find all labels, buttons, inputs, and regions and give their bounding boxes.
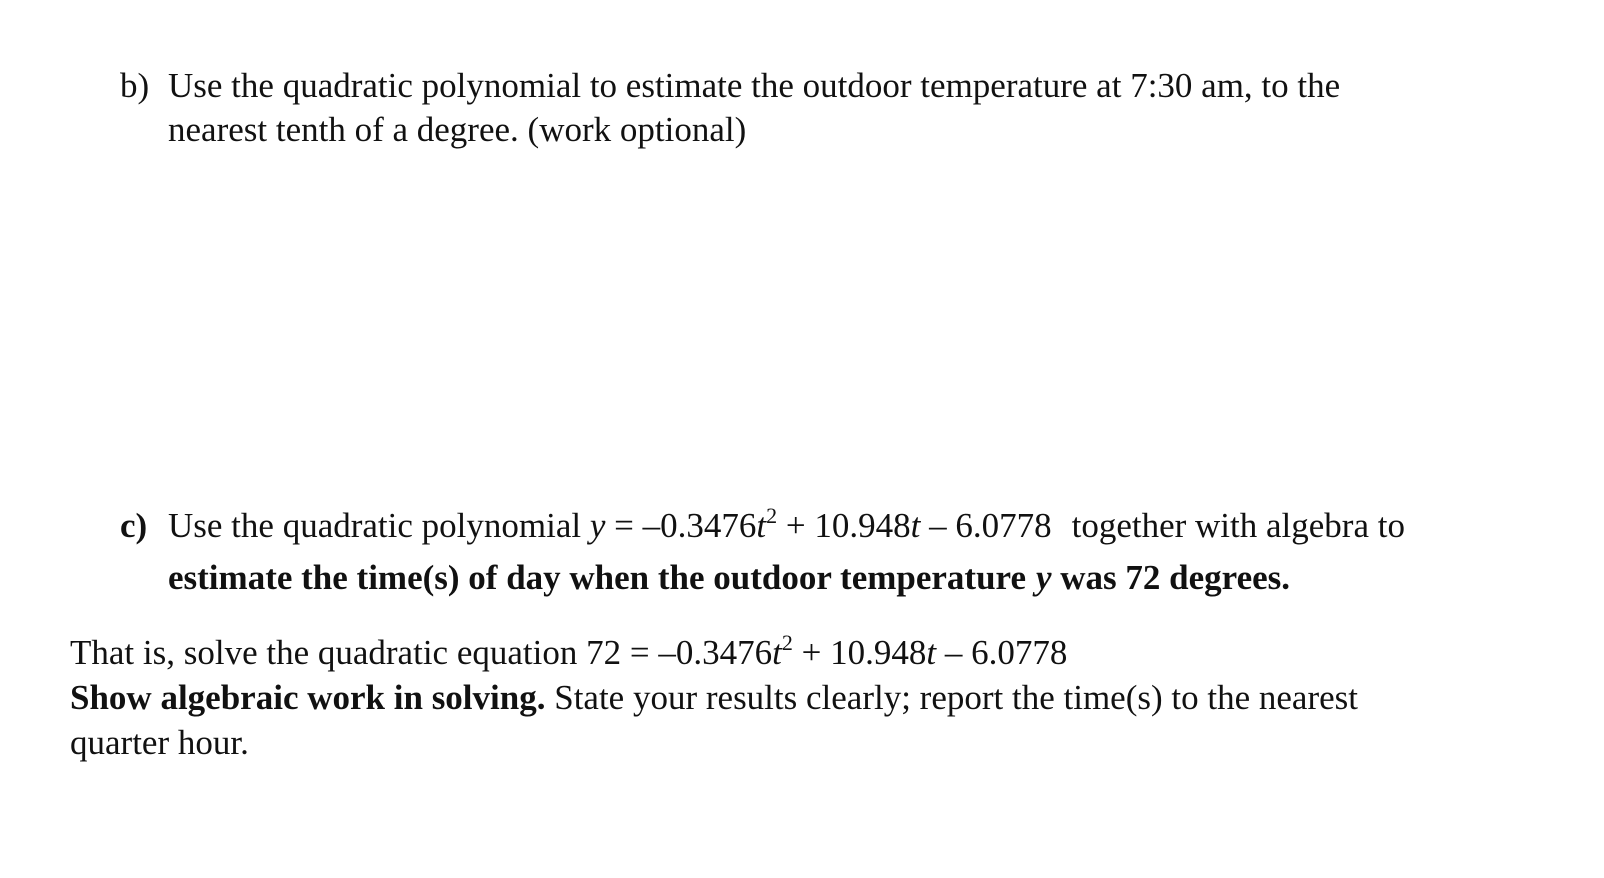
followup-exponent: 2 — [781, 630, 793, 655]
followup-line-3: quarter hour. — [70, 723, 249, 762]
followup-instructions — [70, 630, 1550, 765]
problem-b — [120, 64, 1540, 152]
problem-b-text — [168, 64, 1540, 152]
followup-equation-intro: That is, solve the quadratic equation 72 = –0.3476 — [70, 633, 773, 672]
equation-coef-b: + 10.948 — [777, 506, 911, 545]
problem-c-task-end: was 72 degrees. — [1051, 558, 1291, 597]
problem-c-line-1 — [168, 500, 1580, 552]
equation-var-t-squared: t — [756, 506, 767, 545]
problem-c-intro: Use the quadratic polynomial — [168, 506, 590, 545]
problem-b-marker: b) — [120, 66, 150, 105]
followup-line-1 — [70, 630, 1550, 675]
followup-line-2-rest: State your results clearly; report the time(s) to the nearest — [545, 678, 1358, 717]
problem-b-line-2: nearest tenth of a degree. (work optional) — [168, 110, 747, 149]
problem-b-line-1: Use the quadratic polynomial to estimate the outdoor temperature at 7:30 am, to the — [168, 66, 1341, 105]
equation-var-t: t — [910, 506, 921, 545]
followup-coef-b: + 10.948 — [792, 633, 927, 672]
problem-c-var-y: y — [1035, 558, 1052, 597]
followup-constant: – 6.0778 — [936, 633, 1068, 672]
followup-var-t: t — [926, 633, 937, 672]
equation-exponent: 2 — [766, 503, 778, 528]
problem-c-marker: c) — [120, 506, 148, 545]
problem-c-task: estimate the time(s) of day when the outdoor temperature — [168, 558, 1026, 597]
problem-c — [120, 500, 1580, 604]
followup-line-2 — [70, 675, 1550, 720]
problem-c-text — [168, 500, 1580, 604]
followup-var-t-squared: t — [772, 633, 782, 672]
equation-var-y: y — [589, 506, 606, 545]
equation-coef-a: = –0.3476 — [605, 506, 757, 545]
equation-constant: – 6.0778 — [920, 506, 1052, 545]
problem-c-line-1-end: together with algebra to — [1071, 506, 1405, 545]
problem-c-line-2 — [168, 552, 1580, 604]
followup-bold-instruction: Show algebraic work in solving. — [70, 678, 546, 717]
